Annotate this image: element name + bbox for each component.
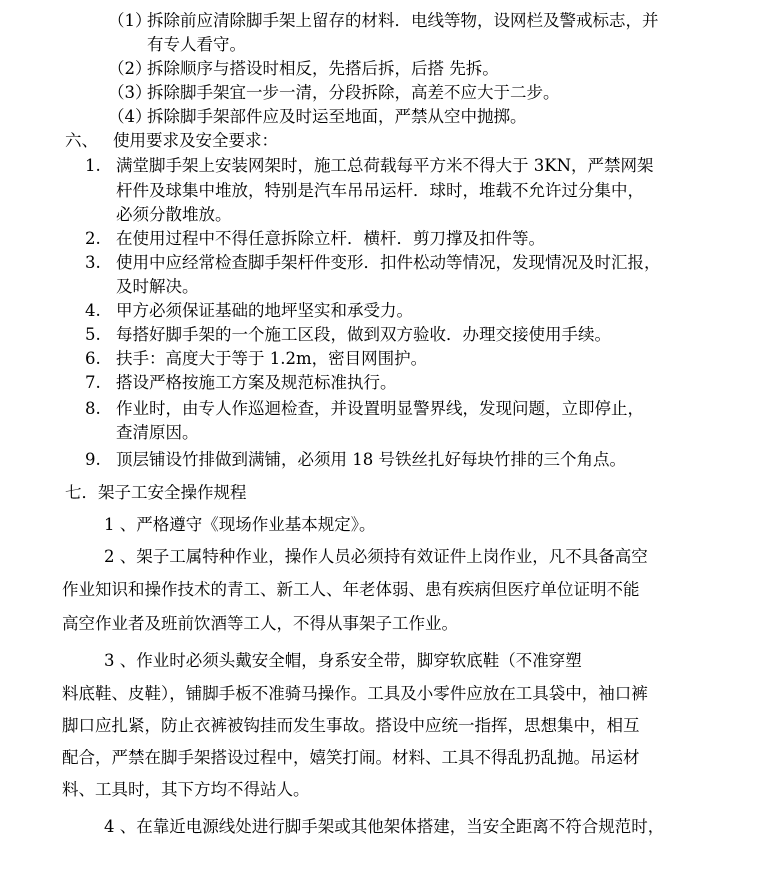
section-number: 六、 xyxy=(65,131,98,150)
paragraph-line: 高空作业者及班前饮酒等工人，不得从事架子工作业。 xyxy=(62,614,458,633)
item-number: 7. xyxy=(85,373,101,392)
item-text: 作业时，由专人作巡迴检查，并设置明显警界线，发现问题，立即停止， xyxy=(116,399,644,418)
item-text: 扶手：高度大于等于 1.2m，密目网围护。 xyxy=(116,349,428,368)
item-number: 2. xyxy=(85,229,101,248)
item-number: （3） xyxy=(108,83,152,102)
item-text: 顶层铺设竹排做到满铺，必须用 18 号铁丝扎好每块竹排的三个角点。 xyxy=(116,450,626,469)
item-number: （2） xyxy=(108,59,152,78)
item-text: 必须分散堆放。 xyxy=(116,205,232,224)
item-number: 1. xyxy=(85,156,101,175)
paragraph-line: 配合，严禁在脚手架搭设过程中，嬉笑打闹。材料、工具不得乱扔乱抛。吊运材 xyxy=(62,748,640,767)
item-text: 满堂脚手架上安装网架时，施工总荷载每平方米不得大于 3KN，严禁网架 xyxy=(116,156,654,175)
item-number: 9. xyxy=(85,450,101,469)
paragraph-line: 作业知识和操作技术的青工、新工人、年老体弱、患有疾病但医疗单位证明不能 xyxy=(62,580,640,599)
item-number: 8. xyxy=(85,399,101,418)
item-number: 6. xyxy=(85,349,101,368)
paragraph-line: 料、工具时，其下方均不得站人。 xyxy=(62,780,310,799)
item-text: 搭设严格按施工方案及规范标准执行。 xyxy=(116,373,397,392)
item-text: 拆除脚手架宜一步一清，分段拆除，高差不应大于二步。 xyxy=(147,83,560,102)
item-text: 甲方必须保证基础的地坪坚实和承受力。 xyxy=(116,301,413,320)
item-text: 拆除前应清除脚手架上留存的材料．电线等物，设网栏及警戒标志，并 xyxy=(147,11,659,30)
item-number: 4. xyxy=(85,301,101,320)
item-text: 每搭好脚手架的一个施工区段，做到双方验收．办理交接使用手续。 xyxy=(116,325,611,344)
paragraph-line: 料底鞋、皮鞋），铺脚手板不准骑马操作。工具及小零件应放在工具袋中，袖口裤 xyxy=(62,684,648,703)
paragraph-line: 2 、架子工属特种作业，操作人员必须持有效证件上岗作业，凡不具备高空 xyxy=(104,547,648,566)
item-text: 使用中应经常检查脚手架杆件变形．扣件松动等情况，发现情况及时汇报， xyxy=(116,253,661,272)
item-number: （4） xyxy=(108,107,152,126)
paragraph: 1 、严格遵守《现场作业基本规定》。 xyxy=(104,515,376,534)
section-heading: 七．架子工安全操作规程 xyxy=(65,483,247,502)
paragraph-line: 3 、作业时必须头戴安全帽，身系安全带，脚穿软底鞋（不准穿塑 xyxy=(104,651,582,670)
item-text: 及时解决。 xyxy=(116,277,199,296)
section-title: 使用要求及安全要求： xyxy=(113,131,278,150)
item-number: 5. xyxy=(85,325,101,344)
item-number: （1） xyxy=(108,11,152,30)
item-text: 杆件及球集中堆放，特别是汽车吊吊运杆．球时，堆载不允许过分集中， xyxy=(116,181,644,200)
item-text: 拆除脚手架部件应及时运至地面，严禁从空中抛掷。 xyxy=(147,107,527,126)
paragraph-line: 脚口应扎紧，防止衣裤被钩挂而发生事故。搭设中应统一指挥，思想集中，相互 xyxy=(62,716,640,735)
item-text: 查清原因。 xyxy=(116,423,199,442)
item-number: 3. xyxy=(85,253,101,272)
item-text: 拆除顺序与搭设时相反，先搭后拆，后搭 先拆。 xyxy=(147,59,499,78)
item-text: 在使用过程中不得任意拆除立杆．横杆．剪刀撑及扣件等。 xyxy=(116,229,545,248)
item-text: 有专人看守。 xyxy=(147,35,246,54)
paragraph: 4 、在靠近电源线处进行脚手架或其他架体搭建，当安全距离不符合规范时， xyxy=(104,817,665,836)
